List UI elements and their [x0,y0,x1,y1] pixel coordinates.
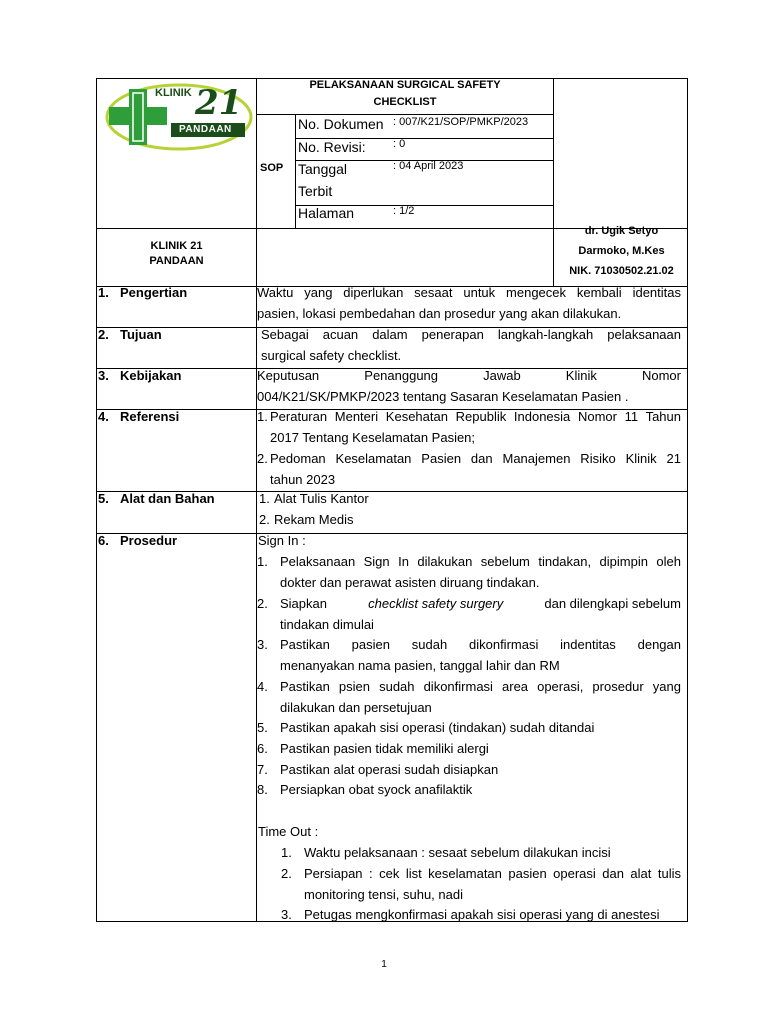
sign-in-item-5-number: 5. [257,720,268,735]
clinic-name-line1: KLINIK 21 [150,240,203,252]
time-out-item-1-number: 1. [281,845,292,860]
tujuan-text-line2: surgical safety checklist. [261,348,402,363]
sign-in-item-6-line1: Pastikan pasien tidak memiliki alergi [280,741,489,756]
section-title-tujuan: Tujuan [120,327,162,342]
sign-in-item-2-emphasis: checklist safety surgery [368,596,504,611]
kebijakan-text-line2: 004/K21/SK/PMKP/2023 tentang Sasaran Keselamatan Pasien . [257,389,629,404]
meta-tanggal-value: : 04 April 2023 [393,160,464,172]
row-line-6 [97,533,688,534]
referensi-item-2-line2: tahun 2023 [270,472,336,487]
sign-in-item-1-number: 1. [257,554,268,569]
section-number-alat: 5. [98,491,109,506]
title-divider-line [257,114,553,115]
meta-halaman-label: Halaman [298,205,355,221]
sign-in-item-4-line1: Pastikan psien sudah dikonfirmasi area operasi, prosedur yang [280,679,681,694]
sign-in-item-5-line1: Pastikan apakah sisi operasi (tindakan) sudah ditandai [280,720,595,735]
page-number: 1 [381,959,387,970]
meta-halaman-value: : 1/2 [393,205,415,217]
sign-in-item-2-line2: tindakan dimulai [280,617,374,632]
alat-item-1-text: Alat Tulis Kantor [274,491,369,506]
time-out-item-1-line1: Waktu pelaksanaan : sesaat sebelum dilakukan incisi [304,845,611,860]
sign-in-item-2-number: 2. [257,596,268,611]
sign-in-item-3-line2: menanyakan nama pasien, tanggal lahir dan RM [280,658,560,673]
section-number-pengertian: 1. [98,285,109,300]
sign-in-item-2-word-a: Siapkan [280,596,327,611]
sign-in-item-1-line2: dokter dan perawat asisten diruang tindakan. [280,575,540,590]
meta-revisi-value: : 0 [393,138,406,150]
time-out-item-2-line1: Persiapan : cek list keselamatan pasien operasi dan alat tulis [304,866,681,881]
section-title-kebijakan: Kebijakan [120,368,182,383]
logo-place: PANDAAN [179,124,232,135]
meta-dokumen-value: : 007/K21/SOP/PMKP/2023 [393,116,529,128]
logo-word: KLINIK [155,87,192,99]
time-out-item-2-line2: monitoring tensi, suhu, nadi [304,887,463,902]
sop-column-line [295,114,296,228]
referensi-item-1-number: 1. [257,409,268,424]
sop-label: SOP [260,162,284,174]
time-out-item-2-number: 2. [281,866,292,881]
section-title-pengertian: Pengertian [120,285,188,300]
logo-number: 21 [195,83,243,123]
sign-in-item-8-number: 8. [257,782,268,797]
pengertian-text-line1: Waktu yang diperlukan sesaat untuk mengecek kembali identitas [257,285,681,300]
document-title-line1: PELAKSANAAN SURGICAL SAFETY [309,79,501,91]
kebijakan-text-line1: Keputusan Penanggung Jawab Klinik Nomor [257,368,681,383]
referensi-item-1-line1: Peraturan Menteri Kesehatan Republik Indonesia Nomor 11 Tahun [270,409,681,424]
section-title-alat: Alat dan Bahan [120,491,215,506]
sign-in-item-2-word-b: dan dilengkapi sebelum [544,596,681,611]
sign-in-item-8-line1: Persiapkan obat syock anafilaktik [280,782,473,797]
sop-document-frame [96,78,688,922]
sign-in-item-4-line2: dilakukan dan persetujuan [280,700,432,715]
document-title-line2: CHECKLIST [373,96,437,108]
time-out-title: Time Out : [258,824,319,839]
referensi-item-2-line1: Pedoman Keselamatan Pasien dan Manajemen Risiko Klinik 21 [270,451,681,466]
referensi-item-2-number: 2. [257,451,268,466]
signer-name-line2: Darmoko, M.Kes [578,245,665,257]
section-number-referensi: 4. [98,409,109,424]
meta-dokumen-label: No. Dokumen [298,116,384,132]
sign-in-title: Sign In : [258,533,306,548]
signer-nik: NIK. 71030502.21.02 [569,265,674,277]
sign-in-item-3-line1: Pastikan pasien sudah dikonfirmasi indentitas dengan [280,637,681,652]
section-title-referensi: Referensi [120,409,180,424]
sign-in-item-6-number: 6. [257,741,268,756]
referensi-item-1-line2: 2017 Tentang Keselamatan Pasien; [270,430,476,445]
meta-terbit-label: Terbit [298,183,333,199]
section-number-tujuan: 2. [98,327,109,342]
sign-in-item-4-number: 4. [257,679,268,694]
section-title-prosedur: Prosedur [120,533,178,548]
time-out-item-3-number: 3. [281,907,292,922]
sign-in-item-7-number: 7. [257,762,268,777]
clinic-name-line2: PANDAAN [149,255,204,267]
alat-item-2-number: 2. [259,512,270,527]
time-out-item-3-line1: Petugas mengkonfirmasi apakah sisi operasi yang di anestesi [304,907,660,922]
tujuan-text-line1: Sebagai acuan dalam penerapan langkah-langkah pelaksanaan [261,327,681,342]
alat-item-2-text: Rekam Medis [274,512,354,527]
sign-in-item-7-line1: Pastikan alat operasi sudah disiapkan [280,762,499,777]
sign-in-item-2-line1 [280,596,681,611]
sign-in-item-3-number: 3. [257,637,268,652]
meta-revisi-label: No. Revisi: [298,139,366,155]
section-number-kebijakan: 3. [98,368,109,383]
meta-tanggal-label: Tanggal [298,161,348,177]
alat-item-1-number: 1. [259,491,270,506]
sign-in-item-1-line1: Pelaksanaan Sign In dilakukan sebelum tindakan, dipimpin oleh [280,554,681,569]
section-number-prosedur: 6. [98,533,109,548]
signer-name-line1: dr. Ugik Setyo [584,225,659,237]
pengertian-text-line2: pasien, lokasi pembedahan dan prosedur yang akan dilakukan. [257,306,622,321]
